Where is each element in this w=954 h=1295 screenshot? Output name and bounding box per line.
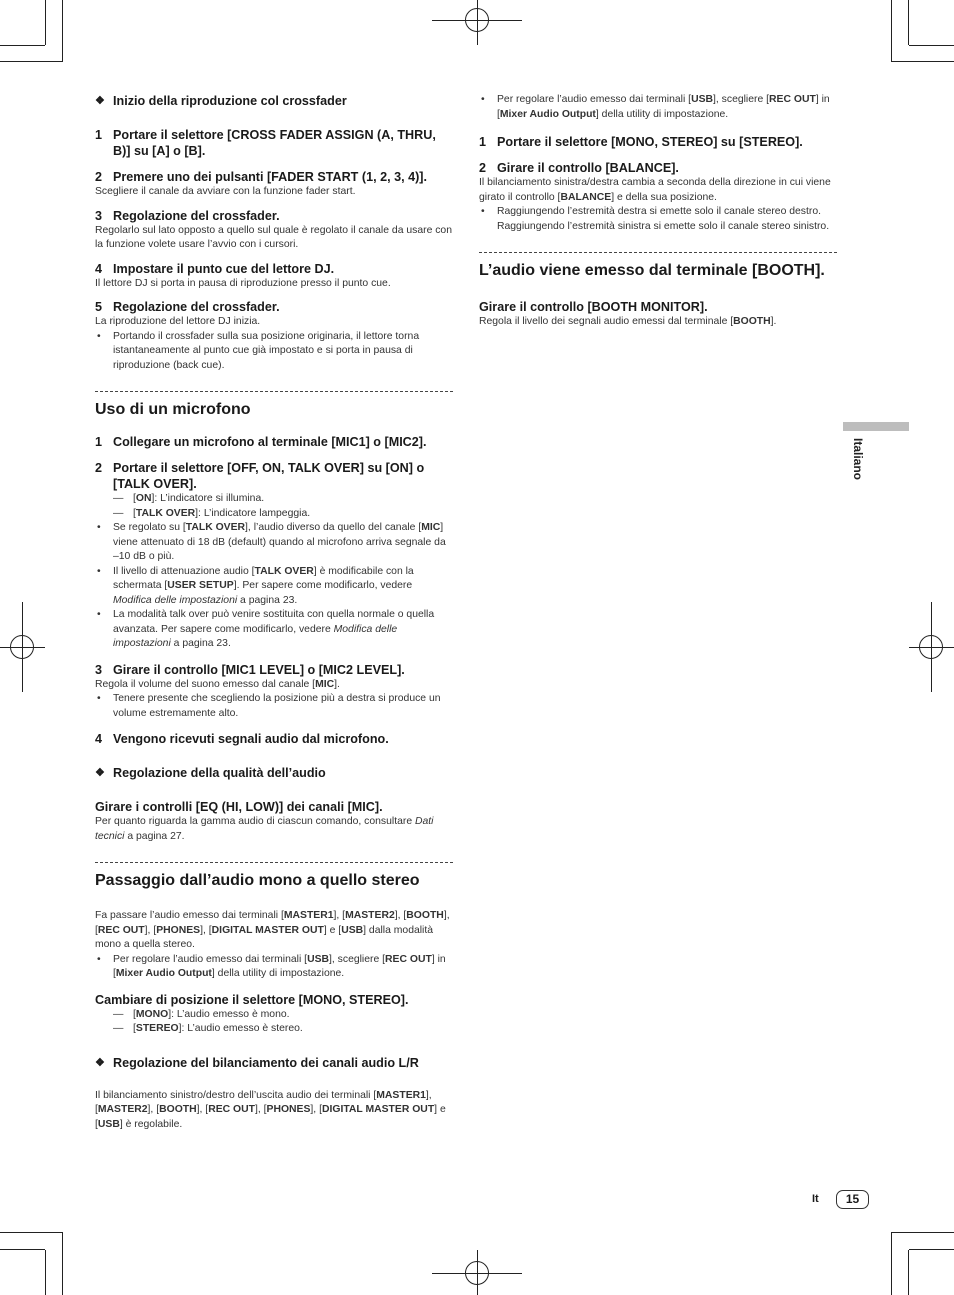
crop-mark [62, 1232, 63, 1295]
language-code: It [812, 1193, 819, 1205]
registration-circle [465, 1261, 489, 1285]
page-number: 15 [836, 1190, 869, 1209]
bullet-item: • La modalità talk over può venire sostituita con quella normale o quella avanzata. Per sapere come modificarlo, vedere Modifica delle impostazioni a pagina 23. [95, 608, 453, 652]
bullet-item: • Portando il crossfader sulla sua posizione originaria, il lettore torna istantaneamente al punto cue già impostato e si porta in pausa di riproduzione (back cue). [95, 330, 453, 374]
step-1: 1 Portare il selettore [MONO, STEREO] su [STEREO]. [479, 135, 803, 149]
step-2: 2 Girare il controllo [BALANCE]. [479, 161, 679, 175]
registration-circle [10, 635, 34, 659]
crop-mark [62, 0, 63, 62]
crop-mark [909, 45, 954, 46]
step-5-text: La riproduzione del lettore DJ inizia. [95, 316, 261, 327]
cross-reference: Modifica delle impostazioni [113, 623, 398, 649]
step-2-text: Il bilanciamento sinistra/destra cambia a seconda della direzione in cui viene girato il controllo [BALANCE] e della sua posizione. [479, 177, 831, 203]
step-4-text: Il lettore DJ si porta in pausa di riproduzione presso il punto cue. [95, 277, 391, 289]
bullet-item: • Se regolato su [TALK OVER], l’audio diverso da quello del canale [MIC] viene attenuato di 18 dB (default) quando al microfono arriva segnale da –10 dB o più. [95, 521, 453, 565]
bullet-item: • Per regolare l’audio emesso dai terminali [USB], scegliere [REC OUT] in [Mixer Audio Output] della utility di impostazione. [479, 93, 837, 122]
step-2: 2 Portare il selettore [OFF, ON, TALK OVER] su [ON] o [TALK OVER]. [95, 461, 425, 491]
bullet-item: • Tenere presente che scegliendo la posizione più a destra si produce un volume estremamente alto. [95, 692, 453, 721]
crop-mark [891, 61, 954, 62]
left-column [95, 93, 453, 1132]
section-title-booth: L’audio viene emesso dal terminale [BOOTH]. [479, 262, 825, 279]
section-title-mono-stereo: Passaggio dall’audio mono a quello stereo [95, 872, 420, 889]
step-3-text: Regola il volume del suono emesso dal canale [MIC]. [95, 678, 340, 690]
step-4: 4 Vengono ricevuti segnali audio dal microfono. [95, 732, 389, 746]
subheading-crossfader: ❖ Inizio della riproduzione col crossfader [95, 93, 453, 109]
step-3: 3 Girare il controllo [MIC1 LEVEL] o [MIC2 LEVEL]. [95, 662, 405, 677]
subheading-audio-quality: ❖ Regolazione della qualità dell’audio [95, 765, 453, 781]
instruction-heading: Girare il controllo [BOOTH MONITOR]. [479, 300, 708, 314]
dash-item: — [STEREO]: L’audio emesso è stereo. [95, 1022, 453, 1037]
language-label: Italiano [851, 438, 865, 481]
language-tab [843, 422, 909, 431]
right-column [479, 93, 837, 330]
dash-item: — [TALK OVER]: L’indicatore lampeggia. [95, 507, 453, 522]
registration-circle [919, 635, 943, 659]
crop-mark [45, 0, 46, 45]
crop-mark [0, 1232, 62, 1233]
instruction-heading: Cambiare di posizione il selettore [MONO, STEREO]. [95, 992, 409, 1007]
crop-mark [908, 1250, 909, 1295]
dash-item: — [ON]: L’indicatore si illumina. [95, 492, 453, 507]
step-2: 2 Premere uno dei pulsanti [FADER START (1, 2, 3, 4)]. [95, 170, 427, 184]
cross-reference: Dati tecnici [95, 816, 434, 842]
dash-item: — [MONO]: L’audio emesso è mono. [95, 1008, 453, 1023]
step-2-text: Scegliere il canale da avviare con la funzione fader start. [95, 186, 356, 197]
crop-mark [45, 1250, 46, 1295]
instruction-text: Regola il livello dei segnali audio emessi dal terminale [BOOTH]. [479, 316, 777, 327]
step-4: 4 Impostare il punto cue del lettore DJ. [95, 261, 335, 276]
crop-mark [0, 1249, 45, 1250]
registration-circle [465, 8, 489, 32]
step-1: 1 Collegare un microfono al terminale [MIC1] o [MIC2]. [95, 435, 427, 449]
bullet-item: • Raggiungendo l’estremità destra si emette solo il canale stereo destro. Raggiungendo l’estremità sinistra si emette solo il canale stereo sinistro. [479, 205, 837, 234]
subheading-balance: ❖ Regolazione del bilanciamento dei canali audio L/R [95, 1055, 453, 1071]
crop-mark [891, 1232, 892, 1295]
crop-mark [909, 1249, 954, 1250]
cross-reference: Modifica delle impostazioni [113, 594, 238, 606]
section-title-microphone: Uso di un microfono [95, 401, 251, 418]
bullet-item: • Per regolare l’audio emesso dai terminali [USB], scegliere [REC OUT] in [Mixer Audio Output] della utility di impostazione. [95, 953, 453, 982]
section-intro: Fa passare l’audio emesso dai terminali [MASTER1], [MASTER2], [BOOTH], [REC OUT], [PHONES], [DIGITAL MASTER OUT] e [USB] dalla modalità mono a quella stereo. [95, 910, 450, 950]
crop-mark [891, 1232, 954, 1233]
crop-mark [0, 61, 62, 62]
crop-mark [908, 0, 909, 45]
step-5: 5 Regolazione del crossfader. [95, 300, 280, 314]
instruction-text: Per quanto riguarda la gamma audio di ciascun comando, consultare Dati tecnici a pagina 27. [95, 816, 434, 842]
step-3: 3 Regolazione del crossfader. [95, 208, 280, 223]
step-3-text: Regolarlo sul lato opposto a quello sul quale è regolato il canale da usare con la funzione volete usare l’avvio con i cursori. [95, 224, 452, 250]
instruction-heading: Girare i controlli [EQ (HI, LOW)] dei canali [MIC]. [95, 800, 383, 814]
step-1: 1 Portare il selettore [CROSS FADER ASSIGN (A, THRU, B)] su [A] o [B]. [95, 128, 436, 158]
crop-mark [891, 0, 892, 62]
bullet-item: • Il livello di attenuazione audio [TALK OVER] è modificabile con la schermata [USER SETUP]. Per sapere come modificarlo, vedere Modifica delle impostazioni a pagina 23. [95, 565, 453, 609]
crop-mark [0, 45, 45, 46]
balance-text: Il bilanciamento sinistro/destro dell’uscita audio dei terminali [MASTER1], [MASTER2], [BOOTH], [REC OUT], [PHONES], [DIGITAL MASTER OUT] e [USB] è regolabile. [95, 1089, 446, 1130]
